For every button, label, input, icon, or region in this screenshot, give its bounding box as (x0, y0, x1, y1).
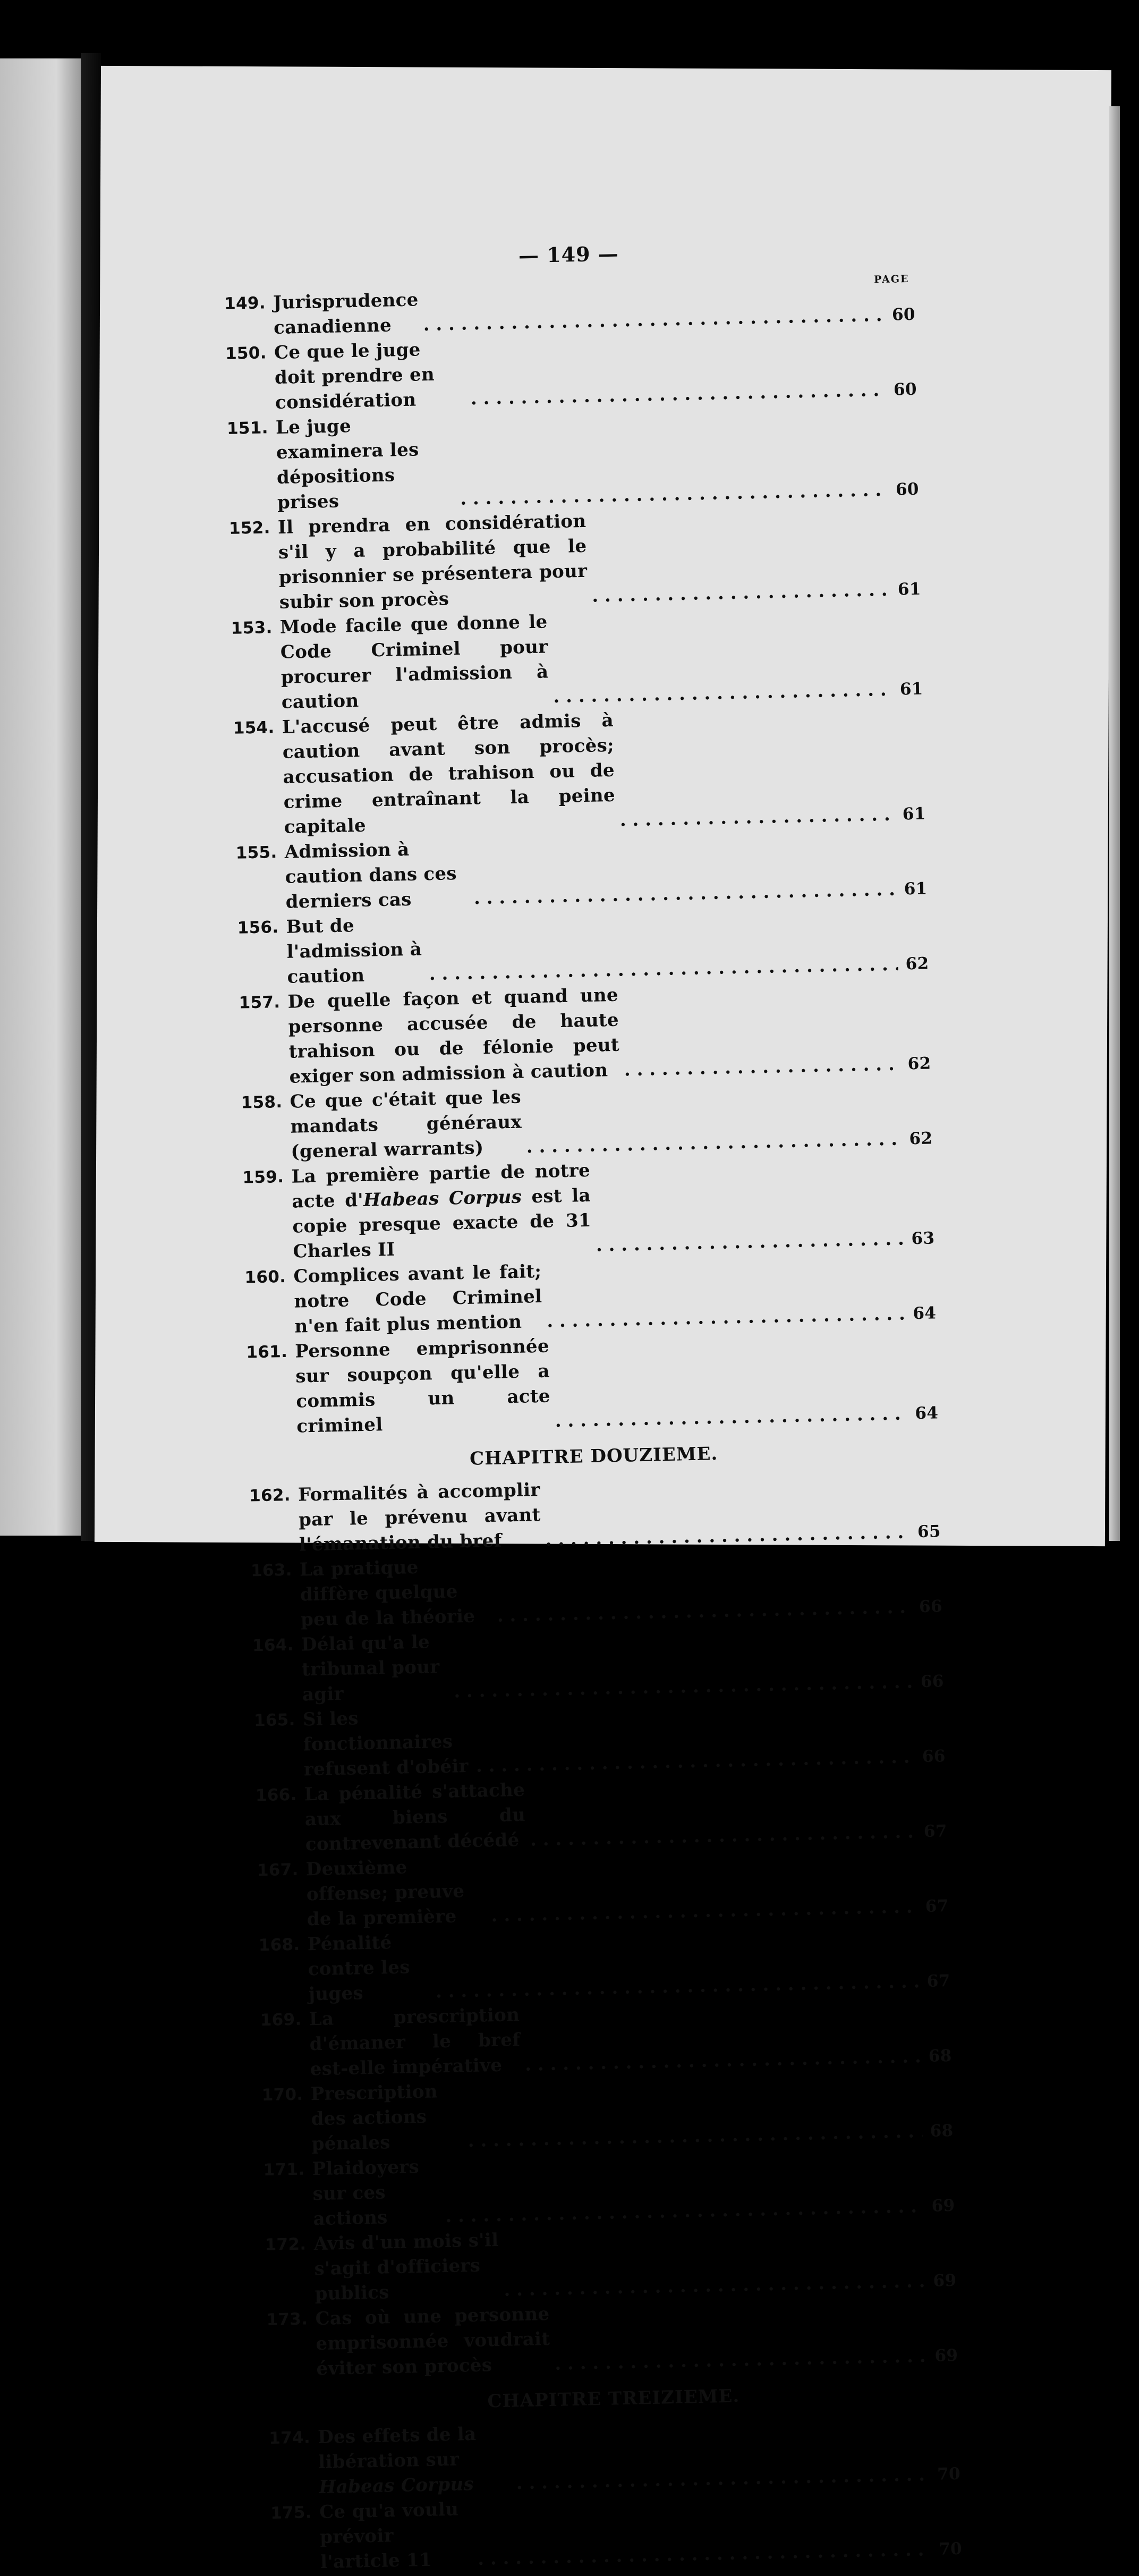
entry-number: 158. (241, 1092, 283, 1113)
toc-entry (254, 1694, 946, 1783)
entry-page: 66 (919, 1597, 943, 1617)
toc-entry (249, 1469, 941, 1558)
toc-entry (255, 1769, 947, 1858)
entry-title: Prescription des actions pénales (310, 2081, 438, 2155)
toc-entry (237, 901, 929, 990)
entry-title: Admission à caution dans ces derniers cas (284, 838, 457, 913)
dot-leader (550, 1402, 907, 1434)
entry-page: 61 (902, 804, 926, 824)
toc-entry (263, 2143, 955, 2233)
entry-page: 68 (928, 2046, 952, 2066)
entry-number: 149. (224, 293, 266, 313)
entry-page: 67 (923, 1821, 948, 1842)
entry-title: La pénalité s'attache aux biens du contrevenant décédé (304, 1779, 526, 1855)
entry-title: La première partie de notre acte d'Habeas Corpus est la copie presque exacte de 31 Charles II (291, 1159, 592, 1262)
entry-title: Si les fonctionnaires refusent d'obéir (302, 1708, 469, 1781)
entry-title: Personne emprisonnée sur soupçon qu'elle a commis un acte criminel (295, 1335, 551, 1437)
entry-page: 62 (909, 1129, 933, 1149)
dot-leader (550, 2344, 928, 2377)
entry-body (302, 1694, 915, 1782)
toc-entry (229, 502, 922, 616)
entry-page: 69 (931, 2196, 955, 2216)
entry-number: 171. (263, 2159, 305, 2180)
toc-entry (242, 1151, 935, 1265)
entry-number: 170. (261, 2084, 303, 2105)
entry-number: 164. (252, 1635, 294, 1656)
dot-leader (473, 2537, 932, 2572)
toc-entry (261, 2069, 954, 2158)
entry-title: Plaidoyers sur ces actions (312, 2156, 420, 2230)
entry-title: La prescription d'émaner le bref est-elle impérative (309, 2004, 521, 2080)
facing-page-edge (0, 58, 81, 1536)
entry-title: La pratique diffère quelque peu de la théorie (299, 1556, 475, 1631)
entry-number: 173. (266, 2309, 308, 2330)
toc-entry (244, 1251, 937, 1340)
entry-number: 161. (246, 1342, 288, 1362)
entry-page: 60 (893, 379, 917, 400)
entry-title: Ce que le juge doit prendre en considération (274, 339, 435, 414)
entry-page: 69 (933, 2270, 957, 2291)
entry-body (277, 503, 890, 615)
toc-entry (258, 1919, 950, 2008)
entry-title: L'accusé peut être admis à caution avant son procès; accusation de trahison ou de crime entraînant la peine capitale (282, 709, 616, 838)
entry-body (279, 603, 892, 715)
entry-title: But de l'admission à caution (286, 915, 422, 988)
entry-body (304, 1769, 916, 1857)
entry-body (307, 1919, 920, 2007)
entry-page: 65 (917, 1522, 941, 1542)
entry-page: 61 (899, 679, 923, 699)
entry-number: 160. (244, 1267, 286, 1287)
entry-number: 167. (257, 1860, 299, 1880)
entry-number: 168. (258, 1935, 300, 1955)
entry-page: 61 (897, 579, 922, 599)
entry-number: 175. (270, 2503, 312, 2523)
toc-entry (231, 602, 923, 716)
entry-number: 166. (255, 1785, 297, 1806)
entry-number: 150. (225, 343, 267, 363)
toc-entry (235, 827, 928, 916)
toc-entry (251, 1544, 943, 1633)
entry-number: 172. (265, 2234, 307, 2255)
entry-title: Jurisprudence canadienne (273, 289, 419, 339)
entry-body (318, 2412, 930, 2500)
entry-title: Cas où une personne emprisonnée voudrait éviter son procès (315, 2303, 550, 2380)
entry-title: Des effets de la libération sur Habeas Corpus (317, 2423, 477, 2498)
toc-entry (257, 1844, 949, 1933)
toc-section (224, 277, 939, 1440)
entry-title: Mode facile que donne le Code Criminel pour procurer l'admission à caution (279, 611, 549, 713)
entry-body (319, 2487, 932, 2575)
entry-body (276, 403, 889, 515)
entry-number: 156. (237, 918, 279, 938)
entry-body (305, 1844, 918, 1932)
toc-sections (224, 277, 963, 2576)
entry-title: Ce que c'était que les mandats généraux (general warrants) (290, 1086, 522, 1163)
entry-page: 62 (907, 1054, 931, 1074)
entry-number: 151. (226, 418, 269, 438)
entry-number: 169. (260, 2010, 302, 2030)
toc-entry (270, 2487, 963, 2576)
toc-entry (266, 2293, 958, 2383)
entry-page: 69 (934, 2345, 958, 2366)
page-edge (1109, 106, 1120, 1541)
entry-title: Ce qu'a voulu prévoir l'article 11 (319, 2498, 459, 2573)
entry-page: 60 (891, 304, 916, 325)
entry-body (286, 902, 898, 990)
entry-body (313, 2219, 926, 2307)
toc-entry (246, 1326, 939, 1440)
entry-number: 155. (235, 843, 277, 863)
entry-body (282, 702, 895, 840)
entry-title: Pénalité contre les juges (307, 1932, 411, 2005)
entry-page: 66 (920, 1672, 945, 1692)
toc-entry (252, 1619, 945, 1708)
toc-section (268, 2381, 963, 2576)
entry-number: 162. (249, 1485, 291, 1506)
entry-body (287, 977, 900, 1090)
entry-body (309, 1994, 921, 2082)
entry-page: 70 (937, 2464, 961, 2484)
entry-page: 70 (938, 2539, 963, 2559)
page-column-label: PAGE (873, 273, 910, 286)
entry-number: 154. (233, 718, 275, 738)
entry-title: De quelle façon et quand une personne accusée de haute trahison ou de félonie peut exiger son admission à caution (287, 984, 620, 1088)
entry-page: 68 (930, 2121, 954, 2141)
entry-page: 67 (925, 1896, 949, 1916)
entry-body (274, 328, 887, 416)
entry-page: 64 (915, 1403, 939, 1423)
entry-body (310, 2069, 923, 2157)
toc-entry (225, 327, 917, 417)
entry-page: 62 (905, 954, 929, 974)
entry-body (301, 1620, 914, 1707)
entry-page: 66 (922, 1747, 946, 1767)
entry-body (295, 1327, 908, 1439)
entry-title: Complices avant le fait; notre Code Criminel n'en fait plus mention (293, 1260, 542, 1337)
chapter-heading: CHAPITRE TREIZIEME. (487, 2385, 740, 2412)
entry-page: 61 (904, 879, 928, 899)
entry-title: Délai qu'a le tribunal pour agir (301, 1631, 440, 1706)
chapter-heading: CHAPITRE DOUZIEME. (469, 1443, 718, 1470)
entry-body (298, 1470, 911, 1557)
entry-number: 165. (253, 1710, 296, 1731)
table-of-contents (223, 235, 962, 2576)
entry-body (290, 1077, 902, 1165)
entry-page: 64 (913, 1303, 937, 1324)
entry-number: 159. (242, 1167, 284, 1188)
toc-entry (269, 2412, 961, 2501)
toc-entry (260, 1994, 952, 2083)
toc-section (248, 1438, 958, 2383)
toc-entry (233, 702, 926, 841)
entry-body (284, 827, 897, 915)
entry-title: Le juge examinera les dépositions prises (275, 416, 419, 513)
toc-entry (239, 976, 931, 1090)
toc-entry (265, 2218, 957, 2308)
entry-page: 67 (926, 1971, 950, 1991)
toc-entry (227, 402, 920, 516)
entry-page: 63 (911, 1228, 935, 1249)
entry-body (300, 1545, 912, 1632)
entry-number: 157. (239, 993, 280, 1013)
entry-number: 153. (231, 618, 273, 638)
entry-body (291, 1152, 904, 1265)
toc-entry (241, 1076, 933, 1165)
entry-number: 152. (228, 518, 271, 538)
entry-title: Formalités à accomplir par le prévenu avant l'émanation du bref (298, 1479, 541, 1556)
entry-body (315, 2294, 928, 2382)
entry-title: Il prendra en considération s'il y a probabilité que le prisonnier se présentera pour subir son procès (277, 510, 588, 613)
entry-title: Avis d'un mois s'il s'agit d'officiers publics (313, 2229, 499, 2305)
entry-page: 60 (895, 479, 920, 499)
page-number: — 149 — (518, 241, 619, 268)
entry-number: 174. (268, 2428, 311, 2448)
entry-title: Deuxième offense; preuve de la première (305, 1857, 465, 1930)
entry-number: 163. (250, 1560, 293, 1581)
entry-body (293, 1252, 906, 1340)
entry-body (312, 2144, 924, 2232)
